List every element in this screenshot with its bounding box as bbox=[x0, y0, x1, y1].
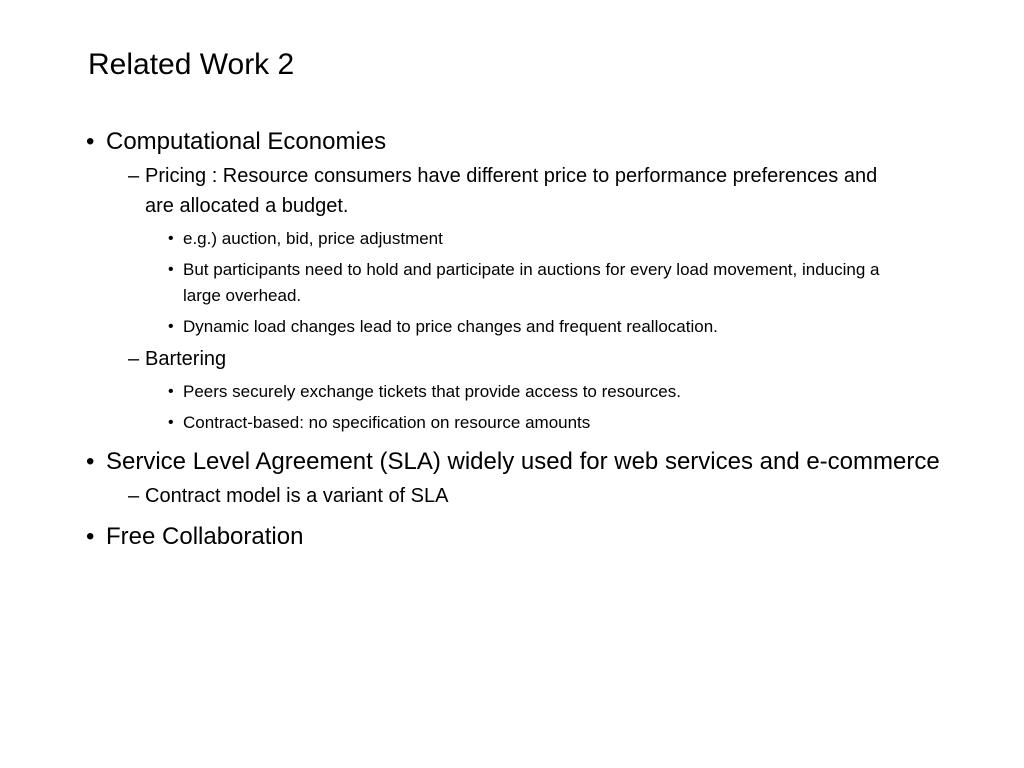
bullet-marker: • bbox=[86, 523, 95, 550]
bullet-sla bbox=[0, 444, 946, 479]
subbullet-contract-model bbox=[0, 481, 905, 511]
dash-marker: – bbox=[128, 485, 140, 507]
bullet-text: Free Collaboration bbox=[106, 523, 304, 550]
subsubbullet-text: But participants need to hold and participate in auctions for every load movement, inducing a large overhead. bbox=[183, 260, 880, 305]
subbullet-text: Pricing : Resource consumers have different price to performance preferences and are allocated a budget. bbox=[145, 165, 878, 217]
subsubbullet-peers bbox=[0, 379, 913, 405]
slide-title: Related Work 2 bbox=[88, 48, 295, 81]
subbullet-pricing bbox=[0, 161, 905, 221]
bullet-marker: • bbox=[168, 261, 174, 278]
bullet-marker: • bbox=[86, 448, 95, 475]
bullet-marker: • bbox=[168, 318, 174, 335]
dash-marker: – bbox=[128, 165, 140, 187]
subsubbullet-text: Contract-based: no specification on resource amounts bbox=[183, 413, 591, 432]
bullet-computational-economies bbox=[0, 124, 946, 159]
dash-marker: – bbox=[128, 348, 140, 370]
bullet-marker: • bbox=[168, 383, 174, 400]
bullet-text: Computational Economies bbox=[106, 128, 387, 155]
subsubbullet-text: Peers securely exchange tickets that provide access to resources. bbox=[183, 382, 681, 401]
subsubbullet-auction bbox=[0, 226, 913, 252]
subsubbullet-contract-based bbox=[0, 410, 913, 436]
bullet-marker: • bbox=[168, 230, 174, 247]
subbullet-text: Bartering bbox=[145, 348, 227, 370]
subsubbullet-text: Dynamic load changes lead to price changes and frequent reallocation. bbox=[183, 317, 718, 336]
subsubbullet-dynamic-load bbox=[0, 314, 913, 340]
bullet-text: Service Level Agreement (SLA) widely used for web services and e-commerce bbox=[106, 448, 940, 475]
subsubbullet-participants bbox=[0, 257, 913, 309]
bullet-free-collaboration bbox=[0, 519, 946, 554]
subbullet-bartering bbox=[0, 344, 905, 374]
bullet-marker: • bbox=[86, 128, 95, 155]
bullet-marker: • bbox=[168, 414, 174, 431]
slide-body bbox=[0, 124, 1024, 554]
subbullet-text: Contract model is a variant of SLA bbox=[145, 485, 449, 507]
subsubbullet-text: e.g.) auction, bid, price adjustment bbox=[183, 229, 443, 248]
